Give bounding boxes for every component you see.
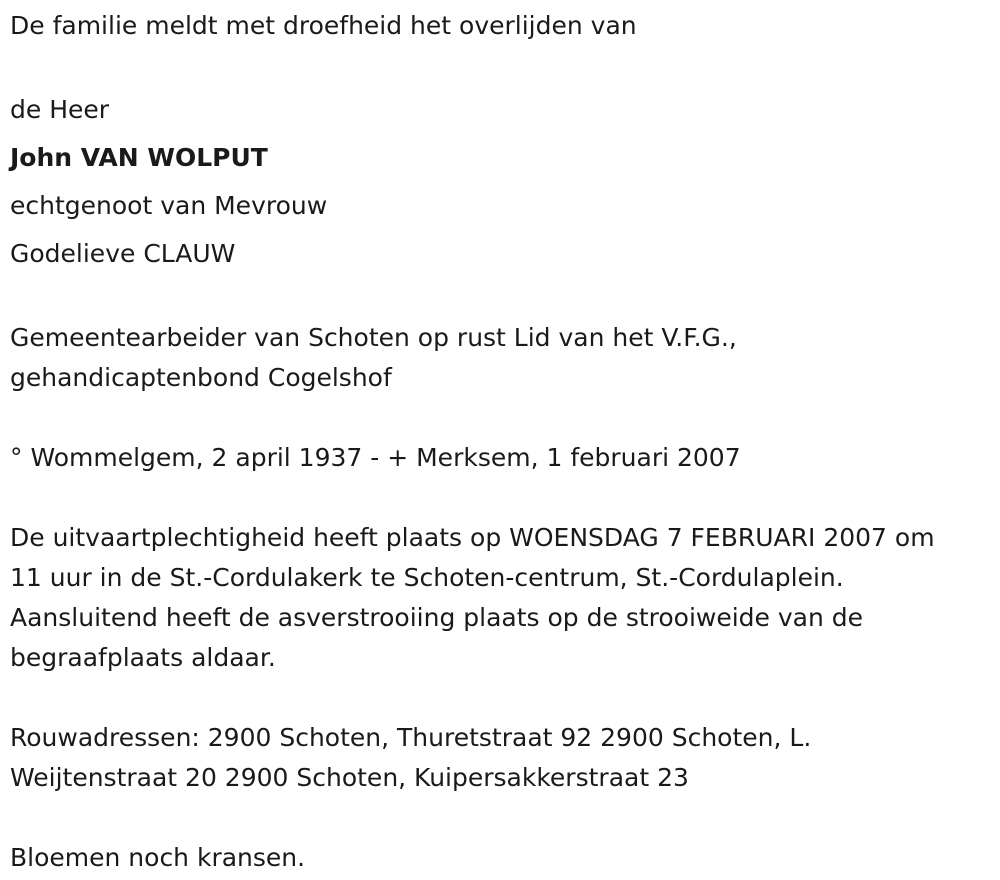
- ceremony-line: begraafplaats aldaar.: [10, 643, 276, 672]
- intro-text: De familie meldt met droefheid het overlijden van: [10, 11, 637, 40]
- spouse-line-2: Godelieve CLAUW: [10, 239, 236, 268]
- title-prefix: de Heer: [10, 95, 110, 124]
- address-paragraph: [10, 718, 995, 798]
- occupation-paragraph: [10, 318, 995, 398]
- address-line: Weijtenstraat 20 2900 Schoten, Kuipersakkerstraat 23: [10, 763, 689, 792]
- occupation-line: gehandicaptenbond Cogelshof: [10, 363, 392, 392]
- ceremony-line: Aansluitend heeft de asverstrooiing plaats op de strooiweide van de: [10, 603, 864, 632]
- address-line: Rouwadressen: 2900 Schoten, Thuretstraat 92 2900 Schoten, L.: [10, 723, 812, 752]
- spacer: [10, 798, 995, 838]
- spacer: [10, 398, 995, 438]
- ceremony-paragraph: [10, 518, 995, 678]
- spacer: [10, 46, 995, 86]
- spacer: [10, 678, 995, 718]
- closing-text: Bloemen noch kransen.: [10, 843, 306, 872]
- ceremony-line: De uitvaartplechtigheid heeft plaats op WOENSDAG 7 FEBRUARI 2007 om: [10, 523, 935, 552]
- death-notice: [10, 6, 995, 878]
- birth-death-dates: ° Wommelgem, 2 april 1937 - + Merksem, 1 februari 2007: [10, 443, 741, 472]
- occupation-line: Gemeentearbeider van Schoten op rust Lid van het V.F.G.,: [10, 323, 737, 352]
- spacer: [10, 278, 995, 318]
- spouse-line-1: echtgenoot van Mevrouw: [10, 191, 328, 220]
- ceremony-line: 11 uur in de St.-Cordulakerk te Schoten-centrum, St.-Cordulaplein.: [10, 563, 844, 592]
- deceased-name: John VAN WOLPUT: [10, 143, 268, 172]
- spacer: [10, 478, 995, 518]
